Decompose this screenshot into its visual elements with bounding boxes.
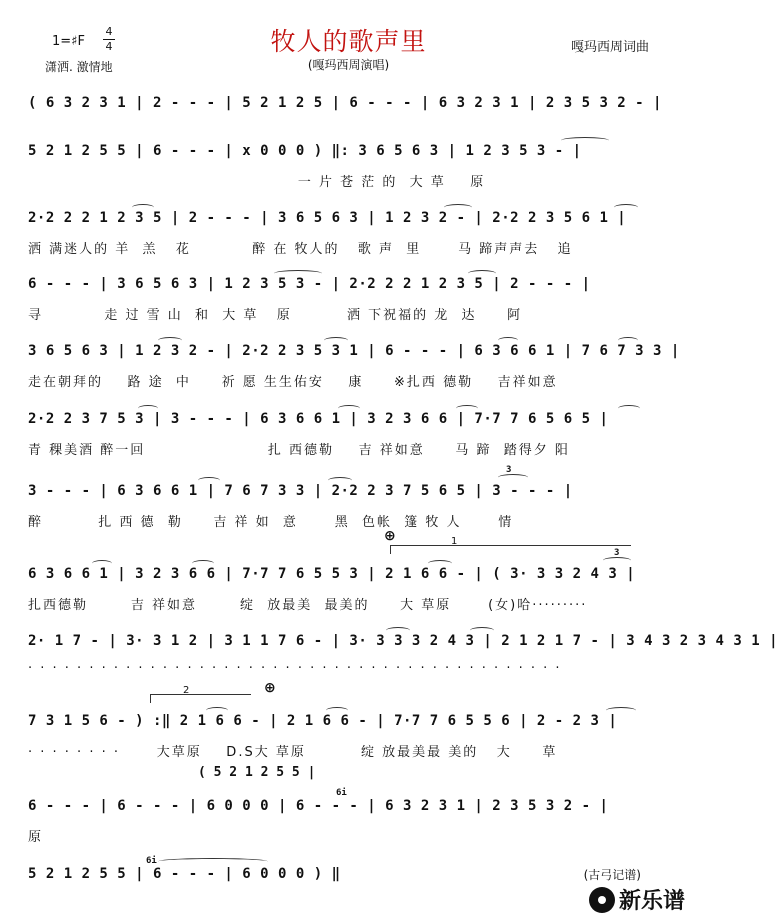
triplet-label: 3 [614,548,620,558]
tie [618,337,638,344]
tie [498,337,518,344]
tie [468,270,496,277]
record-disc-icon [589,887,615,913]
lyrics-line-2: 一 片 苍 茫 的 大 草 原 [28,175,486,190]
notes-line-12: 5 2 1 2 5 5 | 6 - - - | 6 0 0 0 ) ‖ [28,866,341,882]
lyrics-line-8: 扎西德勒 吉 祥如意 绽 放最美 最美的 大 草原 (女)哈········· [28,598,588,613]
tie [92,560,112,567]
tie [274,270,322,277]
notes-line-7: 3 - - - | 6 3 6 6 1 | 7 6 7 3 3 | 2·2 2 3 7 5 6 5 | 3 - - - | [28,483,573,499]
tie [138,405,158,412]
tie [192,560,214,567]
tie [338,405,360,412]
notes-line-10: 7 3 1 5 6 - ) :‖ 2 1 6 6 - | 2 1 6 6 - | 7·7 7 6 5 5 6 | 2 - 2 3 | [28,713,618,729]
composer-credits: 嘎玛西周词曲 [570,40,649,55]
notes-line-6: 2·2 2 3 7 5 3 | 3 - - - | 6 3 6 6 1 | 3 2 3 6 6 | 7·7 7 6 5 6 5 | [28,411,609,427]
tie [444,204,472,211]
lyrics-line-10: · · · · · · · · 大草原 D.S大 草原 绽 放最美最 美的 大 草 [28,745,558,760]
coda-sign: ⊕ [384,528,396,544]
notes-line-2: 5 2 1 2 5 5 | 6 - - - | x 0 0 0 ) ‖: 3 6 5 6 3 | 1 2 3 5 3 - | [28,143,582,159]
notes-line-3: 2·2 2 2 1 2 3 5 | 2 - - - | 3 6 5 6 3 | 1 2 3 2 - | 2·2 2 3 5 6 1 | [28,210,627,226]
lyrics-line-4: 寻 走 过 雪 山 和 大 草 原 洒 下祝福的 龙 达 阿 [28,308,523,323]
coda-sign-2: ⊕ [264,680,276,696]
tie [158,858,268,865]
grace-note-2: 6i [146,856,157,866]
key-signature: 1=♯F [52,34,85,49]
volta-label-2: 2 [183,685,190,696]
notes-line-8: 6 3 6 6 1 | 3 2 3 6 6 | 7·7 7 6 5 5 3 | 2 1 6 6 - | ( 3· 3 3 2 4 3 | [28,566,636,582]
tie [428,560,452,567]
volta-bracket-2 [150,685,251,703]
tie [132,204,154,211]
lyrics-line-7: 醉 扎 西 德 勒 吉 祥 如 意 黑 色帐 篷 牧 人 情 [28,515,514,530]
tie [328,477,352,484]
tie [498,474,528,481]
site-logo [589,884,685,915]
lyrics-line-3: 洒 满迷人的 羊 羔 花 醉 在 牧人的 歌 声 里 马 蹄声声去 追 [28,242,573,257]
volta-bracket [390,536,631,554]
lyrics-line-5: 走在朝拜的 路 途 中 祈 愿 生生佑安 康 ※扎西 德勒 吉祥如意 [28,375,558,390]
performance-style: 潇洒. 激情地 [45,60,113,74]
tie [603,557,631,564]
notes-line-9: 2· 1 7 - | 3· 3 1 2 | 3 1 1 7 6 - | 3· 3 3 3 2 4 3 | 2 1 2 1 7 - | 3 4 3 2 3 4 3 1 | [28,633,778,649]
tie [206,707,228,714]
triplet-label: 3 [506,465,512,475]
tie [606,707,636,714]
lyrics-line-11: 原 [28,830,44,845]
notes-line-5: 3 6 5 6 3 | 1 2 3 2 - | 2·2 2 3 5 3 1 | 6 - - - | 6 3 6 6 1 | 7 6 7 3 3 | [28,343,680,359]
notes-line-4: 6 - - - | 3 6 5 6 3 | 1 2 3 5 3 - | 2·2 2 2 1 2 3 5 | 2 - - - | [28,276,591,292]
song-title: 牧人的歌声里 [270,27,427,56]
lyrics-line-6: 青 稞美酒 醉一回 扎 西德勒 吉 祥如意 马 蹄 踏得夕 阳 [28,443,570,458]
tie [618,405,640,412]
alternate-notes: ( 5 2 1 2 5 5 | [198,765,316,780]
notes-line-1: ( 6 3 2 3 1 | 2 - - - | 5 2 1 2 5 | 6 - - - | 6 3 2 3 1 | 2 3 5 3 2 - | [28,95,662,111]
performer: (嘎玛西周演唱) [307,58,390,72]
tie [470,627,494,634]
time-denominator: 4 [105,40,113,53]
transcriber-credit: (古弓记谱) [583,868,641,882]
tie [456,405,478,412]
grace-note: 6i [336,788,347,798]
tie [326,707,348,714]
tie [324,337,348,344]
volta-label: 1 [451,536,458,547]
tie [561,137,609,144]
lyrics-line-9: · · · · · · · · · · · · · · · · · · · · · · · · · · · · · · · · · · · · · · · · · · · · [28,661,562,676]
time-numerator: 4 [105,25,113,38]
notes-line-11: 6 - - - | 6 - - - | 6 0 0 0 | 6 - - - | 6 3 2 3 1 | 2 3 5 3 2 - | [28,798,609,814]
logo-text: 新乐谱 [618,889,685,914]
tie [158,337,182,344]
tie [386,627,410,634]
tie [614,204,638,211]
tie [198,477,220,484]
